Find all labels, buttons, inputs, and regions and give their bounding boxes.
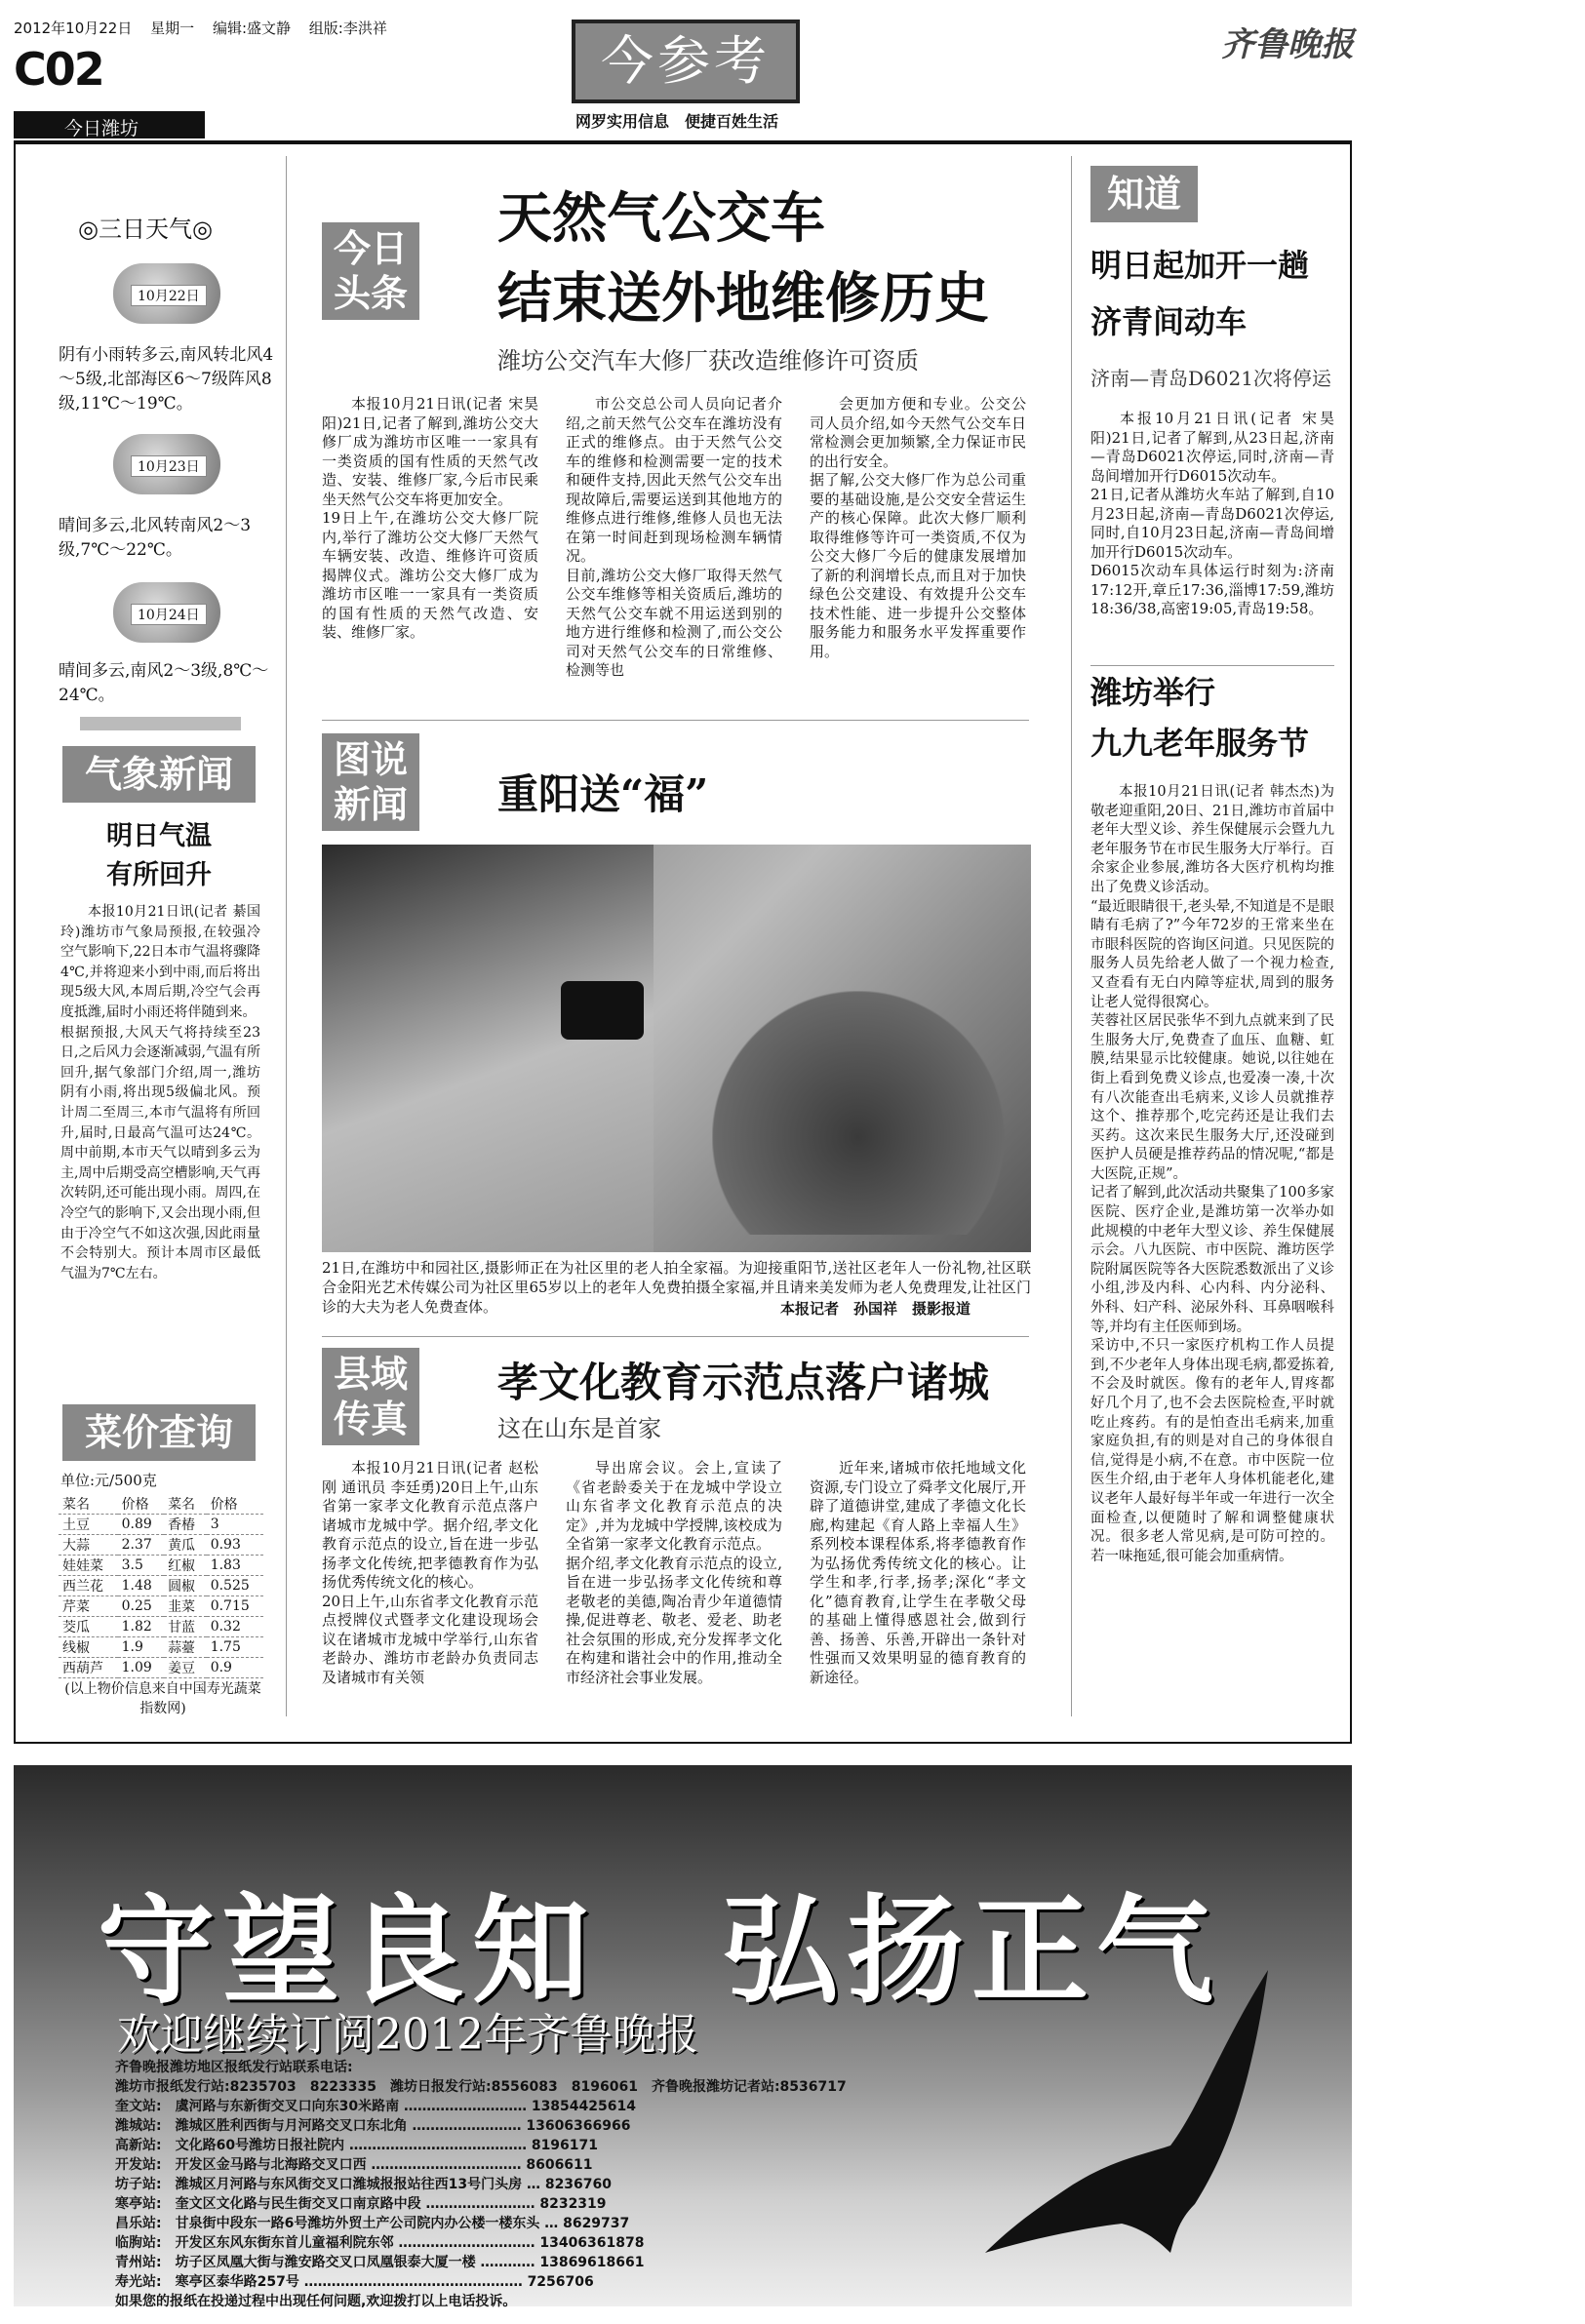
masthead-sub: 网罗实用信息 便捷百姓生活 xyxy=(575,112,779,131)
table-row: 土豆 0.89 香椿 3 xyxy=(59,1515,263,1535)
page-number: C02 xyxy=(14,43,103,96)
photo-credit: 本报记者 孙国祥 摄影报道 xyxy=(780,1300,971,1318)
lead-title-1: 天然气公交车 xyxy=(497,186,825,251)
eagle-icon xyxy=(975,1960,1297,2272)
county-col-2: 导出席会议。会上,宣读了《省老龄委关于在龙城中学设立山东省孝文化教育示范点的决定》,并为龙城中学授牌,该校成为全省第一家孝文化教育示范点。 据介绍,孝文化教育示范点的设立,旨在进一步弘扬孝文化传统和尊老敬老的美德,陶冶青少年道德情操,促进尊老、敬老、爱老、助老社会氛围的形成,充分发挥孝文化在构建和谐社会中的作用,推动全市经济社会事业发展。 xyxy=(566,1459,782,1686)
divider-bar xyxy=(80,717,241,730)
weather-news-title: 明日气温 有所回升 xyxy=(106,821,212,890)
lead-tag: 今日 头条 xyxy=(322,222,419,320)
county-subtitle: 这在山东是首家 xyxy=(497,1415,661,1442)
layout-editor: 组版:李洪祥 xyxy=(308,20,387,37)
sun-cloud-icon xyxy=(113,582,220,643)
know-subtitle: 济南—青岛D6021次将停运 xyxy=(1090,367,1331,390)
ad-slogan: 守望良知 弘扬正气 xyxy=(98,1882,1221,2020)
divider xyxy=(322,1336,1029,1337)
county-col-3: 近年来,诸城市依托地域文化资源,专门设立了舜孝文化展厅,开辟了道德讲堂,建成了孝德文化长廊,构建起《育人路上幸福人生》系列校本课程体系,将孝德教育作为弘扬优秀传统文化的核心。让学生和孝,行孝,扬孝;深化“孝文化”德育教育,让学生在孝敬父母的基础上懂得感恩社会,做到行善、扬善、乐善,开辟出一条针对性强而又效果明显的德育教育的新途径。 xyxy=(810,1459,1026,1686)
camera-icon xyxy=(561,981,644,1040)
weekday: 星期一 xyxy=(150,20,195,37)
lead-title-2: 结束送外地维修历史 xyxy=(497,266,989,331)
table-row: 线椒 1.9 蒜薹 1.75 xyxy=(59,1637,263,1658)
editor: 编辑:盛文静 xyxy=(212,20,291,37)
header-meta xyxy=(14,18,401,38)
issue-date: 2012年10月22日 xyxy=(14,20,133,37)
veg-price-tag: 菜价查询 xyxy=(62,1404,256,1461)
sun-cloud-icon xyxy=(113,434,220,494)
know-tag: 知道 xyxy=(1090,166,1198,222)
photographer-figure xyxy=(322,845,654,1252)
know-title-1: 明日起加开一趟 xyxy=(1090,247,1310,284)
county-title: 孝文化教育示范点落户诸城 xyxy=(497,1359,990,1406)
lead-subtitle: 潍坊公交汽车大修厂获改造维修许可资质 xyxy=(497,347,919,374)
family-photo xyxy=(322,845,1031,1252)
know-title-2: 济青间动车 xyxy=(1090,303,1248,340)
divider xyxy=(322,720,1029,721)
weather-news-body: 本报10月21日讯(记者 綦国玲)潍坊市气象局预报,在较强冷空气影响下,22日本市气温将骤降4℃,并将迎来小到中雨,而后将出现5级大风,本周后期,冷空气会再度抵潍,届时小雨还将伴随到来。 根据预报,大风天气将持续至23日,之后风力会逐渐减弱,气温有所回升,据气象部门介绍,周一,潍坊阴有小雨,将出现5级偏北风。预计周二至周三,本市气温将有所回升,届时,日最高气温可达24℃。周中前期,本市天气以晴到多云为主,周中后期受高空槽影响,天气再次转阴,还可能出现小雨。周四,在冷空气的影响下,又会出现小雨,但由于冷空气不如这次强,因此雨量不会特别大。预计本周市区最低气温为7℃左右。 xyxy=(60,904,260,1281)
masthead: 今参考 xyxy=(572,20,800,103)
cloud-rain-icon xyxy=(113,263,220,324)
left-col-divider xyxy=(286,156,287,1716)
elder-title-2: 九九老年服务节 xyxy=(1090,725,1310,762)
weather-date-2: 10月23日 xyxy=(131,455,207,477)
elder-body: 本报10月21日讯(记者 韩杰杰)为敬老迎重阳,20日、21日,潍坊市首届中老年大型义诊、养生保健展示会暨九九老年服务节在市民生服务大厅举行。百余家企业参展,潍坊各大医疗机构均推出了免费义诊活动。 “最近眼睛很干,老头晕,不知道是不是眼睛有毛病了?”今年72岁的王常来坐在市眼科医院的咨询区问道。只见医院的服务人员先给老人做了一个视力检查,又查看有无白内障等症状,周到的服务让老人觉得很窝心。 芙蓉社区居民张华不到九点就来到了民生服务大厅,免费查了血压、血糖、虹膜,结果显示比较健康。她说,以往她在街上看到免费义诊点,也爱凑一凑,十次有八次能查出毛病来,义诊人员就推荐这个、推荐那个,吃完药还是让我们去买药。这次来民生服务大厅,还没碰到医护人员硬是推荐药品的情况呢,“都是大医院,正规”。 记者了解到,此次活动共聚集了100多家医院、医疗企业,是潍坊第一次举办如此规模的中老年大型义诊、养生保健展示会。八九医院、市中医院、潍坊医学院附属医院等各大医院悉数派出了义诊小组,涉及内科、心内科、内分泌科、外科、妇产科、泌尿外科、耳鼻咽喉科等,并均有主任医师到场。 采访中,不只一家医疗机构工作人员提到,不少老年人身体出现毛病,都爱拣着,不会及时就医。像有的老年人,胃疼都好几个月了,也不会去医院检查,平时就吃止疼药。有的是怕查出毛病来,加重家庭负担,有的则是对自己的身体很自信,觉得是小病,不在意。市中医院一位医生介绍,由于老年人身体机能老化,建议老年人最好每半年或一年进行一次全面检查,以便随时了解和调整健康状况。很多老人常见病,是可防可控的。若一味拖延,很可能会加重病情。 xyxy=(1090,784,1334,1564)
weather-date-1: 10月22日 xyxy=(131,285,207,306)
weather-date-3: 10月24日 xyxy=(131,604,207,625)
lead-col-3: 会更加方便和专业。公交公司人员介绍,如今天然气公交车日常检测会更加频繁,全力保证市民的出行安全。 据了解,公交大修厂作为总公司重要的基础设施,是公交安全营运生产的核心保障。此次大修厂顺利取得维修等许可一类资质,不仅为公交大修厂今后的健康发展增加了新的利润增长点,而且对于加快绿色公交建设、有效提升公交车技术性能、进一步提升公交整体服务能力和服务水平发挥重要作用。 xyxy=(810,395,1026,660)
county-tag: 县域 传真 xyxy=(322,1348,419,1445)
table-row: 西葫芦 1.09 姜豆 0.9 xyxy=(59,1658,263,1678)
table-row: 娃娃菜 3.5 红椒 1.83 xyxy=(59,1556,263,1576)
right-col-divider xyxy=(1071,156,1072,1716)
ad-subtitle: 欢迎继续订阅2012年齐鲁晚报 xyxy=(117,2010,698,2060)
table-row: 菜名 价格 菜名 价格 xyxy=(59,1494,263,1515)
weather-day-1: 阴有小雨转多云,南风转北风4～5级,北部海区6～7级阵风8级,11℃～19℃。 xyxy=(59,345,274,414)
veg-unit: 单位:元/500克 xyxy=(60,1472,157,1489)
table-row: 大蒜 2.37 黄瓜 0.93 xyxy=(59,1535,263,1556)
weather-day-3: 晴间多云,南风2～3级,8℃～24℃。 xyxy=(59,661,269,705)
lead-col-1: 本报10月21日讯(记者 宋昊阳)21日,记者了解到,潍坊公交大修厂成为潍坊市区唯一一家具有一类资质的国有性质的天然气改造、安装、维修厂家,今后市民乘坐天然气公交车将更加安全。 19日上午,在潍坊公交大修厂院内,举行了潍坊公交大修厂天然气车辆安装、改造、维修许可资质揭牌仪式。潍坊公交大修厂成为潍坊市区唯一一家具有一类资质的国有性质的天然气改造、安装、维修厂家。 xyxy=(322,395,538,641)
photo-caption: 21日,在潍坊中和园社区,摄影师正在为社区里的老人拍全家福。为迎接重阳节,送社区老年人一份礼物,社区联合金阳光艺术传媒公司为社区里65岁以上的老年人免费拍摄全家福,并且请来美发师为老人免费理发,让社区门诊的大夫为老人免费查体。 xyxy=(322,1259,1031,1316)
veg-price-table xyxy=(59,1494,263,1678)
divider xyxy=(1090,665,1334,666)
newspaper-logo: 齐鲁晚报 xyxy=(1221,25,1354,64)
know-body: 本报10月21日讯(记者 宋昊阳)21日,记者了解到,从23日起,济南—青岛D6021次停运,同时,济南—青岛间增加开行D6015次动车。 21日,记者从潍坊火车站了解到,自10月23日起,济南—青岛D6021次停运,同时,自10月23日起,济南—青岛间增加开行D6015次动车。 D6015次动车具体运行时刻为:济南17:12开,章丘17:36,淄博17:59,潍坊18:36/38,高密19:05,青岛19:58。 xyxy=(1090,410,1334,617)
table-row: 西兰花 1.48 圆椒 0.525 xyxy=(59,1576,263,1596)
table-row: 芹菜 0.25 韭菜 0.715 xyxy=(59,1596,263,1617)
table-row: 茭瓜 1.82 甘蓝 0.32 xyxy=(59,1617,263,1637)
weather-day-2: 晴间多云,北风转南风2～3级,7℃～22℃。 xyxy=(59,516,252,560)
ad-contact-list: 齐鲁晚报潍坊地区报纸发行站联系电话: 潍坊市报纸发行站:8235703 8223335 潍坊日报发行站:8556083 8196061 齐鲁晚报潍坊记者站:8536717 奎文站: 虞河路与东新街交叉口向东30米路南 ……………………… 13854425614 潍城站: 潍城区胜利西街与月河路交叉口东北角 …………………… 13606366966 高新站: 文化路60号潍坊日报社院内 ………………………………… 8196171 开发站: 开发区金马路与北海路交叉口西 …………………………… 8606611 坊子站: 潍城区月河路与东风街交叉口潍城报报站往西13号门头房 … 8236760 寒亭站: 奎文区文化路与民生街交叉口南京路中段 …………………… 8232319 昌乐站: 甘泉街中段东一路6号潍坊外贸土产公司院内办公楼一楼东头 … 8629737 临朐站: 开发区东风东街东首儿童福利院东邻 ………………………… 13406361878 青州站: 坊子区凤凰大街与潍安路交叉口凤凰银泰大厦一楼 ………… 13869618661 寿光站: 寒亭区泰华路257号 ………………………………………… 7256706 如果您的报纸在投递过程中出现任何问题,欢迎拨打以上电话投诉。 xyxy=(115,2060,847,2309)
photo-news-title: 重阳送“福” xyxy=(497,770,709,818)
photo-news-tag: 图说 新闻 xyxy=(322,733,419,831)
family-group xyxy=(712,991,1005,1235)
section-bar: 今日潍坊 xyxy=(14,111,205,138)
weather-news-tag: 气象新闻 xyxy=(62,746,256,803)
county-col-1: 本报10月21日讯(记者 赵松刚 通讯员 李廷勇)20日上午,山东省第一家孝文化教育示范点落户诸城市龙城中学。据介绍,孝文化教育示范点的设立,旨在进一步弘扬孝文化传统,把孝德教育作为弘扬优秀传统文化的核心。 20日上午,山东省孝文化教育示范点授牌仪式暨孝文化建设现场会议在诸城市龙城中学举行,山东省老龄办、潍坊市老龄办负责同志及诸城市有关领 xyxy=(322,1459,538,1686)
veg-source-note: (以上物价信息来自中国寿光蔬菜指数网) xyxy=(64,1681,261,1716)
weather-title: ◎三日天气◎ xyxy=(78,216,213,243)
lead-col-2: 市公交总公司人员向记者介绍,之前天然气公交车在潍坊没有正式的维修点。由于天然气公交车的维修和检测需要一定的技术和硬件支持,因此天然气公交车出现故障后,需要运送到其他地方的维修点进行维修,维修人员也无法在第一时间赶到现场检测车辆情况。 目前,潍坊公交大修厂取得天然气公交车维修等相关资质后,潍坊的天然气公交车就不用运送到别的地方进行维修和检测了,而公交公司对天然气公交车的日常维修、检测等也 xyxy=(566,395,782,679)
elder-title-1: 潍坊举行 xyxy=(1090,674,1216,711)
